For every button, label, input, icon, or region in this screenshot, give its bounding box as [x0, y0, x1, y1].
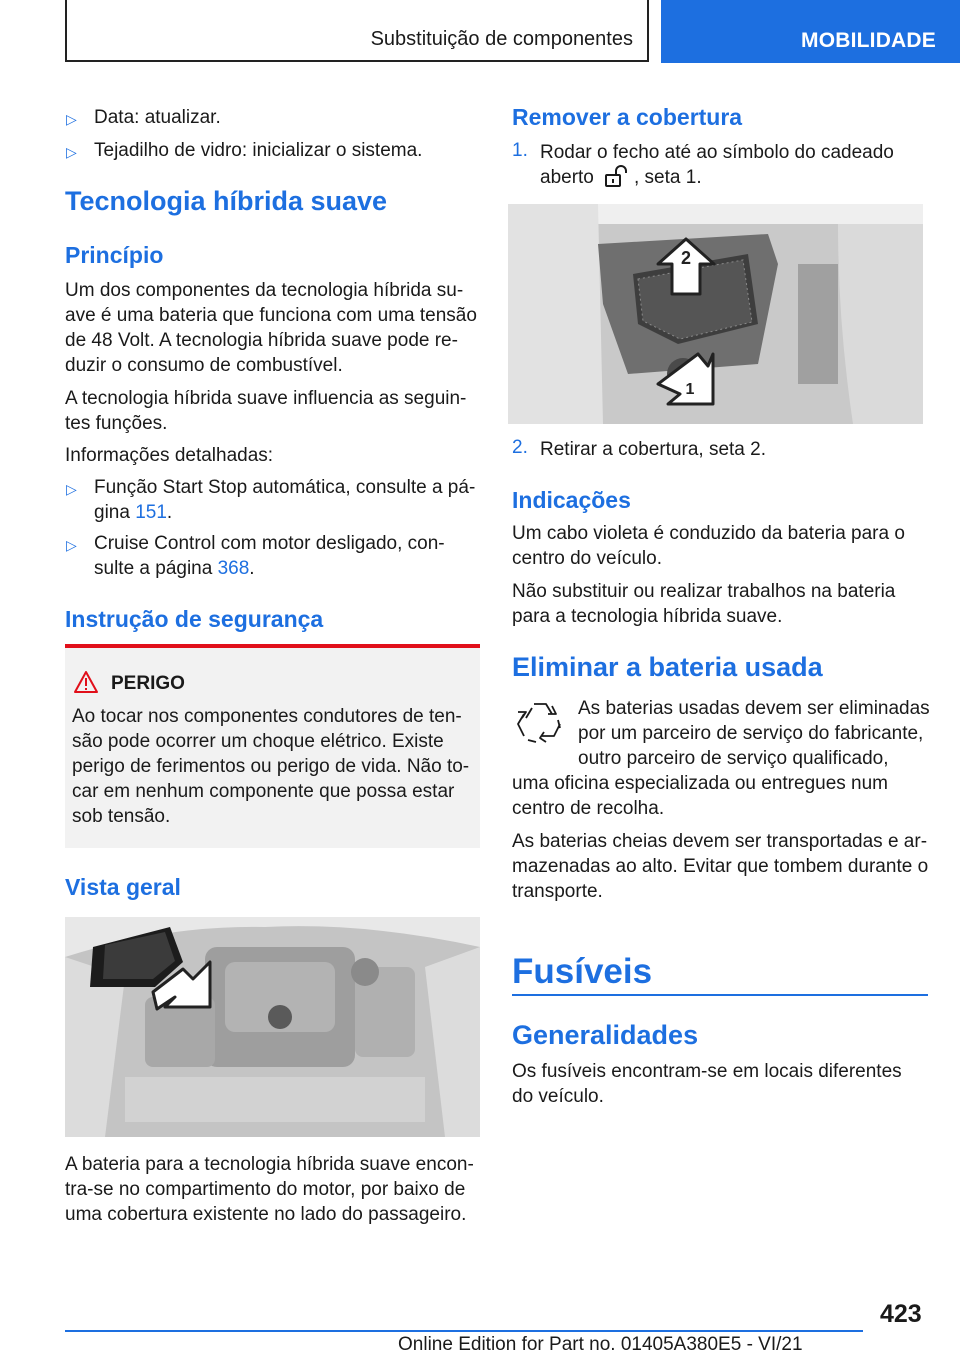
warning-line: perigo de ferimentos ou perigo de vida. Não to- [72, 756, 470, 777]
step-number: 2. [512, 437, 528, 458]
bullet-triangle-icon: ▷ [66, 144, 77, 160]
text-prefix: gina [94, 502, 136, 523]
paragraph-line: para a tecnologia híbrida suave. [512, 606, 783, 627]
bullet-cruise-control: Cruise Control com motor desligado, con- [94, 533, 445, 554]
arrow-label-1: 1 [685, 381, 695, 398]
fusiveis-rule [512, 994, 928, 996]
engine-bay-photo [65, 917, 480, 1137]
paragraph-line: A tecnologia híbrida suave influencia as seguin- [65, 388, 467, 409]
paragraph-line: Não substituir ou realizar trabalhos na bateria [512, 581, 896, 602]
paragraph-line: por um parceiro de serviço do fabricante, [578, 723, 924, 744]
page-number: 423 [880, 1300, 922, 1328]
warning-line: são pode ocorrer um choque elétrico. Existe [72, 731, 444, 752]
paragraph-line: Os fusíveis encontram-se em locais diferentes [512, 1061, 902, 1082]
heading-indicacoes: Indicações [512, 487, 631, 513]
period: . [166, 502, 173, 523]
bullet-start-stop-cont [94, 500, 172, 526]
bullet-triangle-icon: ▷ [66, 111, 77, 127]
bullet-start-stop: Função Start Stop automática, consulte a pá- [94, 477, 476, 498]
section-tab-label: MOBILIDADE [801, 29, 936, 52]
paragraph-line: Um dos componentes da tecnologia híbrida su- [65, 280, 464, 301]
text-prefix: sulte a página [94, 558, 218, 579]
paragraph-line: tes funções. [65, 413, 168, 434]
page-link-151[interactable]: 151 [135, 502, 167, 523]
heading-vista-geral: Vista geral [65, 874, 181, 900]
paragraph-line: transporte. [512, 881, 603, 902]
header-section-tab [661, 0, 960, 63]
step-number: 1. [512, 140, 528, 161]
warning-title: PERIGO [111, 673, 185, 694]
bullet-data: Data: atualizar. [94, 107, 221, 128]
paragraph-line: uma oficina especializada ou entregues num [512, 773, 889, 794]
warning-triangle-icon [73, 670, 99, 694]
warning-line: car em nenhum componente que possa estar [72, 781, 455, 802]
footer-edition: Online Edition for Part no. 01405A380E5 - VI/21 [398, 1334, 803, 1355]
header-chapter-box [65, 0, 649, 62]
step1-text: Rodar o fecho até ao símbolo do cadeado [540, 142, 894, 163]
footer-rule [65, 1330, 863, 1332]
chapter-title: Substituição de componentes [370, 28, 633, 50]
step1-seta: , seta 1. [634, 167, 702, 188]
caption-line: uma cobertura existente no lado do passageiro. [65, 1204, 467, 1225]
cover-removal-photo [508, 204, 923, 424]
heading-principio: Princípio [65, 242, 164, 268]
paragraph-line: duzir o consumo de combustível. [65, 355, 343, 376]
caption-line: A bateria para a tecnologia híbrida suave encon- [65, 1154, 474, 1175]
warning-line: sob tensão. [72, 806, 171, 827]
page-link-368[interactable]: 368 [217, 558, 250, 579]
heading-eliminar: Eliminar a bateria usada [512, 652, 823, 682]
paragraph-line: mazenadas ao alto. Evitar que tombem durante o [512, 856, 929, 877]
paragraph-line: outro parceiro de serviço qualificado, [578, 748, 889, 769]
paragraph-line: As baterias cheias devem ser transportadas e ar- [512, 831, 928, 852]
heading-tecnologia: Tecnologia híbrida suave [65, 186, 388, 216]
step1-aberto: aberto [540, 167, 594, 188]
paragraph-line: Um cabo violeta é conduzido da bateria para o [512, 523, 905, 544]
open-lock-icon [604, 165, 630, 189]
paragraph-line: centro do veículo. [512, 548, 662, 569]
paragraph-line: centro de recolha. [512, 798, 665, 819]
heading-fusiveis: Fusíveis [512, 952, 653, 991]
recycling-icon [514, 698, 566, 750]
bullet-cruise-control-cont [94, 556, 255, 582]
step2-text: Retirar a cobertura, seta 2. [540, 439, 766, 460]
heading-remover-cobertura: Remover a cobertura [512, 104, 743, 130]
heading-seguranca: Instrução de segurança [65, 606, 324, 632]
bullet-triangle-icon: ▷ [66, 481, 77, 497]
period: . [249, 558, 255, 579]
paragraph-line: de 48 Volt. A tecnologia híbrida suave pode re- [65, 330, 458, 351]
heading-generalidades: Generalidades [512, 1020, 699, 1050]
info-label: Informações detalhadas: [65, 445, 274, 466]
bullet-triangle-icon: ▷ [66, 537, 77, 553]
warning-line: Ao tocar nos componentes condutores de ten- [72, 706, 462, 727]
arrow-label-2: 2 [680, 248, 692, 268]
bullet-tejadilho: Tejadilho de vidro: inicializar o sistema. [94, 140, 423, 161]
caption-line: tra-se no compartimento do motor, por baixo de [65, 1179, 466, 1200]
paragraph-line: As baterias usadas devem ser eliminadas [578, 698, 930, 719]
paragraph-line: do veículo. [512, 1086, 604, 1107]
paragraph-line: ave é uma bateria que funciona com uma tensão [65, 305, 477, 326]
